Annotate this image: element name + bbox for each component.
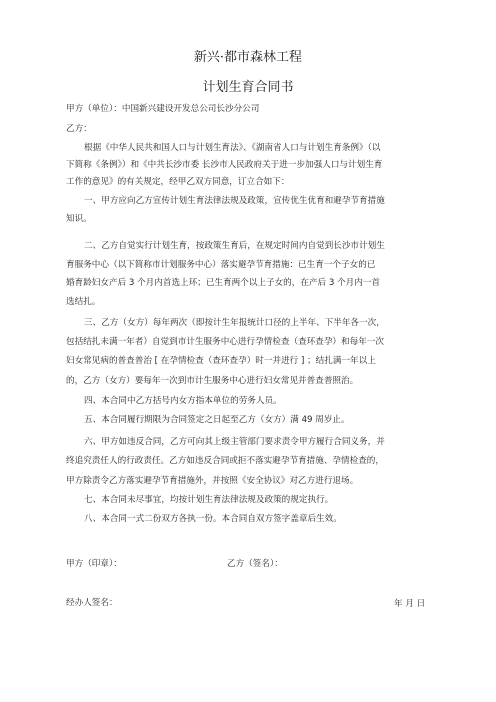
clause-2-line: 婚育龄妇女产后 3 个月内首选上环；已生育两个以上子女的，在产后 3 个月内一首	[66, 278, 381, 288]
body-line: 根据《中华人民共和国人口与计划生育法》、《湖南省人口与计划生育条例》（以	[84, 143, 381, 153]
clause-3-line: 三、乙方（女方）每年两次（即按计生年报统计口径的上半年、下半年各一次，	[84, 318, 385, 328]
clause-6-line: 甲方除责令乙方落实避孕节育措施外，并按照《安全协议》对乙方进行退场。	[66, 476, 359, 486]
clause-1-line: 一、甲方应向乙方宣传计划生育法律法规及政策，宣传优生优育和避孕节育措施	[84, 196, 385, 206]
clause-4-line: 四、本合同中乙方括号内女方指本单位的劳务人员。	[84, 396, 282, 406]
clause-3-line: 包括结扎未满一年者）自觉到市计生服务中心进行孕情检查（查环查孕）和每年一次	[66, 337, 384, 347]
party-a-line: 甲方（单位）：中国新兴建设开发总公司长沙分公司	[66, 104, 260, 114]
clause-6-line: 六、甲方如违反合同，乙方可向其上级主管部门要求责令甲方履行合同义务，并	[84, 437, 385, 447]
clause-5-line: 五、本合同履行期限为合同签定之日起至乙方（女方）满 49 周岁止。	[84, 415, 350, 425]
party-b-line: 乙方：	[66, 124, 92, 134]
clause-2-line: 二、乙方自觉实行计划生育，按政策生育后，在规定时间内自觉到长沙市计划生	[84, 241, 385, 251]
body-line: 工作的意见》的有关规定，经甲乙双方同意，订立合如下：	[66, 177, 290, 187]
document-title-project: 新兴·都市森林工程	[193, 50, 303, 65]
clause-8-line: 八、本合同一式二份双方各执一份。本合同自双方签字盖章后生效。	[84, 514, 342, 524]
sign-date: 年 月 日	[394, 599, 426, 609]
party-a-seal-label: 甲方（印章）：	[66, 559, 122, 569]
clause-6-line: 终追究责任人的行政责任。乙方如违反合同或拒不落实避孕节育措施、孕情检查的，	[66, 456, 384, 466]
party-b-sign-label: 乙方（签名）：	[227, 559, 283, 569]
clause-2-line: 选结扎。	[66, 297, 101, 307]
agent-sign-label: 经办人签名：	[66, 598, 118, 608]
body-line: 下简称《条例》）和《中共长沙市委 长沙市人民政府关于进一步加强人口与计划生育	[66, 160, 383, 170]
clause-2-line: 育服务中心（以下简称市计划服务中心）落实避孕节育措施：已生育一个子女的已	[66, 260, 376, 270]
clause-7-line: 七、本合同未尽事宜，均按计划生育法律法规及政策的规定执行。	[84, 495, 334, 505]
document-title-contract: 计划生育合同书	[202, 80, 294, 95]
clause-3-line: 妇女常见病的普查普治 [ 在孕情检查（查环查孕）时一并进行 ] ；结扎满一年以上	[66, 356, 376, 366]
clause-3-line: 的，乙方（女方）要每年一次到市计生服务中心进行妇女常见并普查普照治。	[66, 376, 359, 386]
clause-1-line: 知识。	[66, 214, 92, 224]
